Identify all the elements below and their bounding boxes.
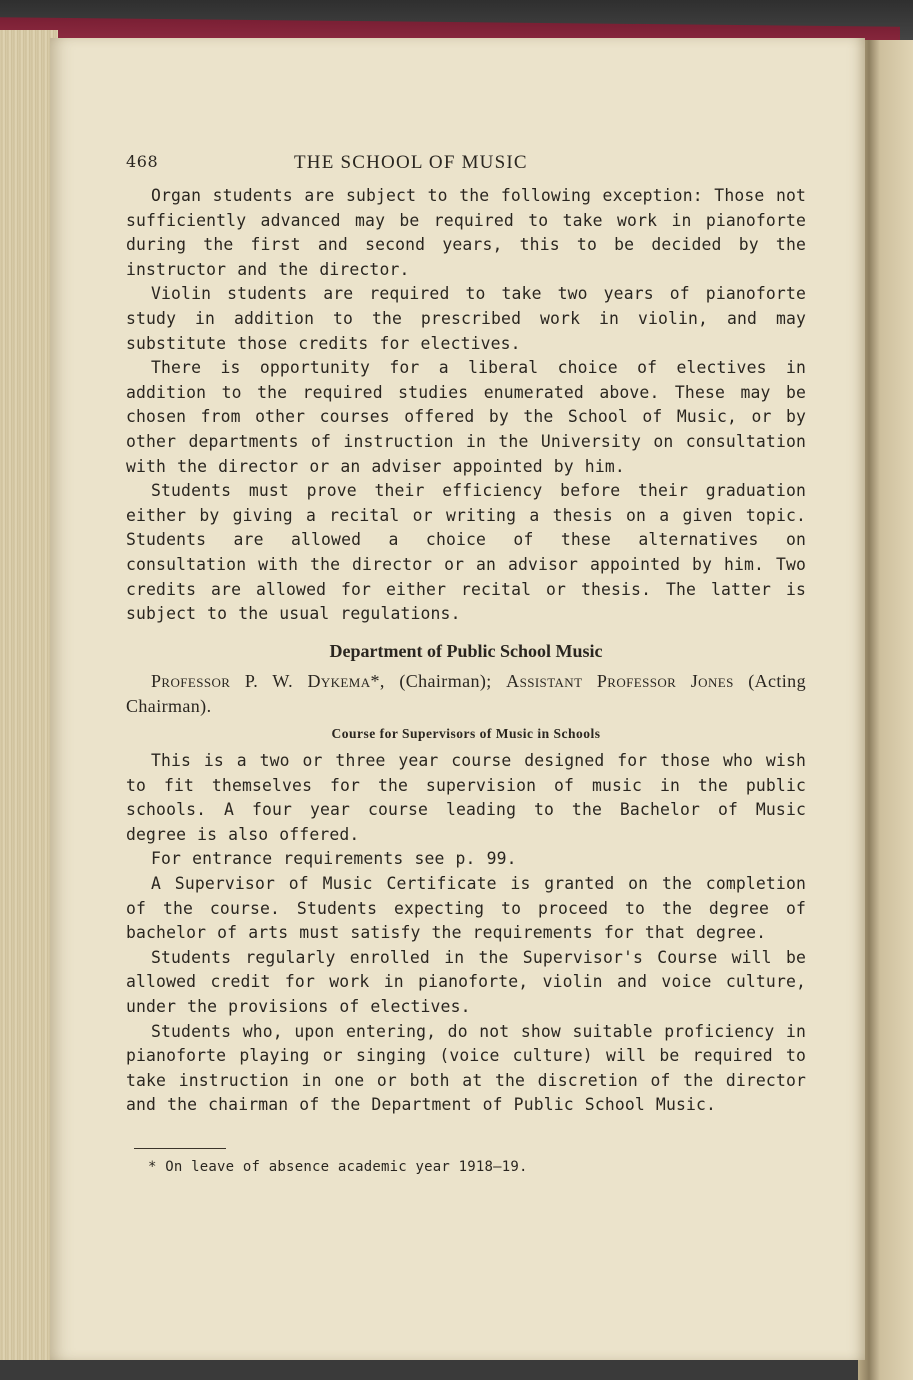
paragraph-credit: Students regularly enrolled in the Supervisor's Course will be allowed credit for work in pianoforte, violin and voice culture, under the provisions of electives. [126, 947, 806, 1016]
staff-title-assistant: Assistant Professor [506, 671, 677, 692]
right-page-edge [858, 40, 913, 1380]
footnote-rule [134, 1148, 226, 1149]
paragraph-course-description: This is a two or three year course designed for those who wish to fit themselves for the supervision of music in the public schools. A four year course leading to the Bachelor of Music degree is also offered. [126, 751, 806, 844]
paragraph-recital: Students must prove their efficiency before their graduation either by giving a recital or writing a thesis on a given topic. Students are allowed a choice of these alternatives on consultation with the director or an advisor appointed by him. Two credits are allowed for either recital or thesis. The latter is subject to the usual regulations. [126, 481, 806, 624]
department-heading: Department of Public School Music [329, 640, 603, 661]
staff-title-professor: Professor [151, 671, 231, 692]
department-staff [126, 669, 806, 718]
page-text [126, 150, 806, 1180]
paragraph-organ: Organ students are subject to the following exception: Those not sufficiently advanced may be required to take work in pianoforte during the first and second years, this to be decided by the instructor and the director. [126, 186, 806, 279]
paragraph-electives: There is opportunity for a liberal choice of electives in addition to the required studies enumerated above. These may be chosen from other courses offered by the School of Music, or by other departments of instruction in the University on consultation with the director or an adviser appointed by him. [126, 358, 806, 476]
paragraph-entrance: For entrance requirements see p. 99. [151, 849, 517, 869]
staff-role-chairman: (Chairman); [399, 671, 492, 692]
staff-role-acting: (Acting Chairman). [126, 671, 806, 716]
staff-name-jones: Jones [690, 671, 734, 692]
footnote: * On leave of absence academic year 1918–19. [148, 1158, 528, 1175]
paragraph-proficiency: Students who, upon entering, do not show suitable proficiency in pianoforte playing or singing (voice culture) will be required to take instruction in one or both at the discretion of the director and the chairman of the Department of Public School Music. [126, 1021, 806, 1115]
paragraph-violin: Violin students are required to take two years of pianoforte study in addition to the prescribed work in violin, and may substitute those credits for electives. [126, 284, 806, 353]
running-title: THE SCHOOL OF MUSIC [294, 152, 528, 173]
course-heading: Course for Supervisors of Music in Schools [331, 726, 601, 742]
paragraph-certificate: A Supervisor of Music Certificate is granted on the completion of the course. Students expecting to proceed to the degree of bachelor of arts must satisfy the requirements for that degree. [126, 874, 806, 943]
staff-name-dykema: P. W. Dykema*, [244, 671, 385, 692]
running-head [126, 150, 806, 178]
page-number: 468 [126, 152, 159, 171]
